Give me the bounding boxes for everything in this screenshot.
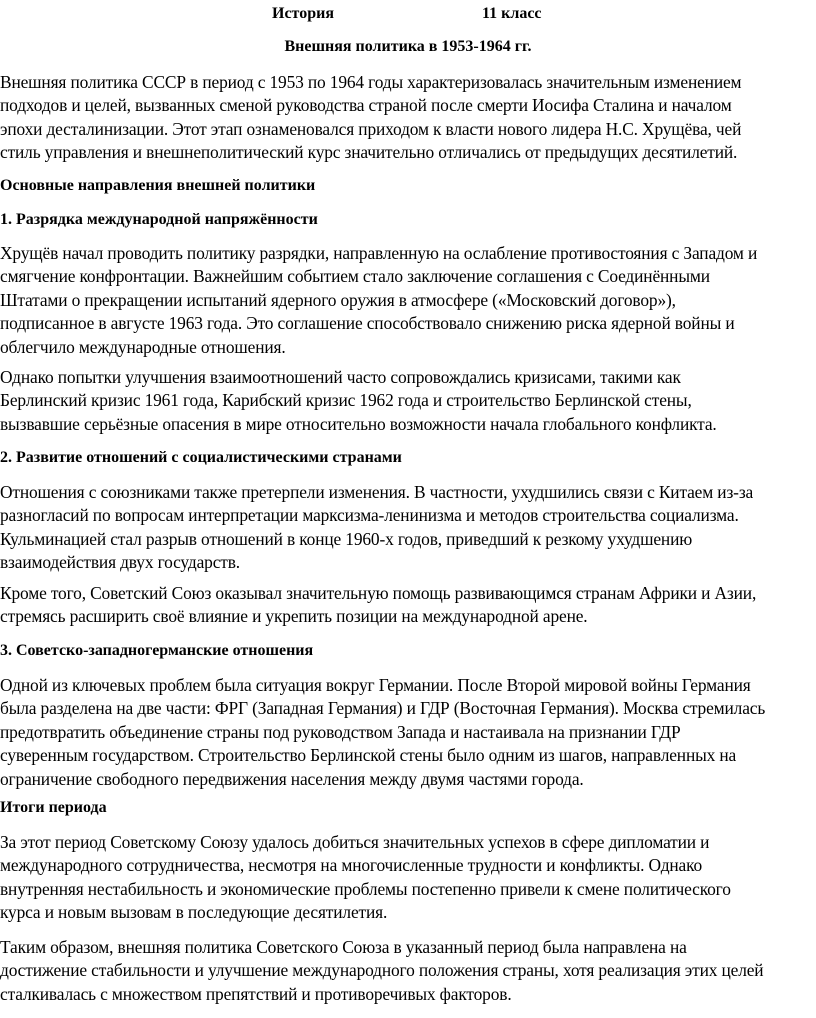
text-line: ограничение свободного передвижения населения между двумя частями города. bbox=[0, 768, 584, 789]
text-line: была разделена на две части: ФРГ (Западная Германия) и ГДР (Восточная Германия). Москва стремилась bbox=[0, 698, 766, 719]
section-heading-main: Основные направления внешней политики bbox=[0, 177, 316, 194]
text-line: курса и новым вызовам в последующие десятилетия. bbox=[0, 902, 388, 923]
results-paragraph-1 bbox=[0, 831, 816, 925]
section-1-paragraph-1 bbox=[0, 242, 816, 359]
text-line: суверенным государством. Строительство Берлинской стены было одним из шагов, направленных на bbox=[0, 745, 737, 766]
text-line: Внешняя политика СССР в период с 1953 по 1964 годы характеризовалась значительным изменением bbox=[0, 72, 742, 92]
section-heading-1: 1. Разрядка международной напряжённости bbox=[0, 211, 318, 228]
text-line: взаимодействия двух государств. bbox=[0, 552, 240, 573]
text-line: Штатами о прекращении испытаний ядерного оружия в атмосфере («Московский договор»), bbox=[0, 289, 676, 310]
text-line: сталкивалась с множеством препятствий и противоречивых факторов. bbox=[0, 983, 512, 1004]
section-2-paragraph-2 bbox=[0, 582, 816, 629]
section-heading-2: 2. Развитие отношений с социалистическими странами bbox=[0, 449, 402, 466]
section-1-paragraph-2 bbox=[0, 366, 816, 436]
text-line: вызвавшие серьёзные опасения в мире относительно возможности начала глобального конфликта. bbox=[0, 413, 717, 434]
text-line: стремясь расширить своё влияние и укрепить позиции на международной арене. bbox=[0, 606, 588, 627]
text-line: За этот период Советскому Союзу удалось добиться значительных успехов в сфере дипломатии и bbox=[0, 832, 710, 852]
text-line: эпохи десталинизации. Этот этап ознаменовался приходом к власти нового лидера Н.С. Хрущёва, чей bbox=[0, 118, 742, 139]
text-line: Хрущёв начал проводить политику разрядки, направленную на ослабление противостояния с Западом и bbox=[0, 243, 758, 263]
text-line: подписанное в августе 1963 года. Это соглашение способствовало снижению риска ядерной войны и bbox=[0, 313, 735, 334]
subject-label: История bbox=[272, 5, 334, 22]
section-heading-3: 3. Советско-западногерманские отношения bbox=[0, 642, 314, 659]
text-line: Кульминацией стал разрыв отношений в конце 1960-х годов, приведший к резкому ухудшению bbox=[0, 528, 693, 549]
section-heading-results: Итоги периода bbox=[0, 799, 107, 816]
section-2-paragraph-1 bbox=[0, 481, 816, 575]
page-title: Внешняя политика в 1953-1964 гг. bbox=[284, 38, 532, 55]
results-paragraph-2 bbox=[0, 936, 816, 1006]
text-line: Отношения с союзниками также претерпели изменения. В частности, ухудшились связи с Китаем из-за bbox=[0, 482, 754, 502]
section-3-paragraph-1 bbox=[0, 674, 816, 791]
text-line: Однако попытки улучшения взаимоотношений часто сопровождались кризисами, такими как bbox=[0, 367, 681, 387]
text-line: Одной из ключевых проблем была ситуация вокруг Германии. После Второй мировой войны Германия bbox=[0, 675, 751, 695]
text-line: подходов и целей, вызванных сменой руководства страной после смерти Иосифа Сталина и началом bbox=[0, 95, 732, 116]
text-line: международного сотрудничества, несмотря на многочисленные трудности и конфликты. Однако bbox=[0, 855, 703, 876]
text-line: Таким образом, внешняя политика Советского Союза в указанный период была направлена на bbox=[0, 937, 687, 957]
text-line: Кроме того, Советский Союз оказывал значительную помощь развивающимся странам Африки и Азии, bbox=[0, 583, 757, 603]
text-line: разногласий по вопросам интерпретации марксизма-ленинизма и методов строительства социализма. bbox=[0, 505, 739, 526]
text-line: достижение стабильности и улучшение международного положения страны, хотя реализация этих целей bbox=[0, 960, 764, 981]
intro-paragraph bbox=[0, 71, 816, 165]
text-line: смягчение конфронтации. Важнейшим событием стало заключение соглашения с Соединёнными bbox=[0, 266, 710, 287]
grade-label: 11 класс bbox=[482, 5, 542, 22]
text-line: облегчило международные отношения. bbox=[0, 336, 286, 357]
text-line: внутренняя нестабильность и экономические проблемы постепенно привели к смене политического bbox=[0, 878, 731, 899]
text-line: Берлинский кризис 1961 года, Карибский кризис 1962 года и строительство Берлинской стены, bbox=[0, 390, 692, 411]
text-line: предотвратить объединение страны под руководством Запада и настаивала на признании ГДР bbox=[0, 721, 681, 742]
text-line: стиль управления и внешнеполитический курс значительно отличались от предыдущих десятилетий. bbox=[0, 142, 738, 163]
